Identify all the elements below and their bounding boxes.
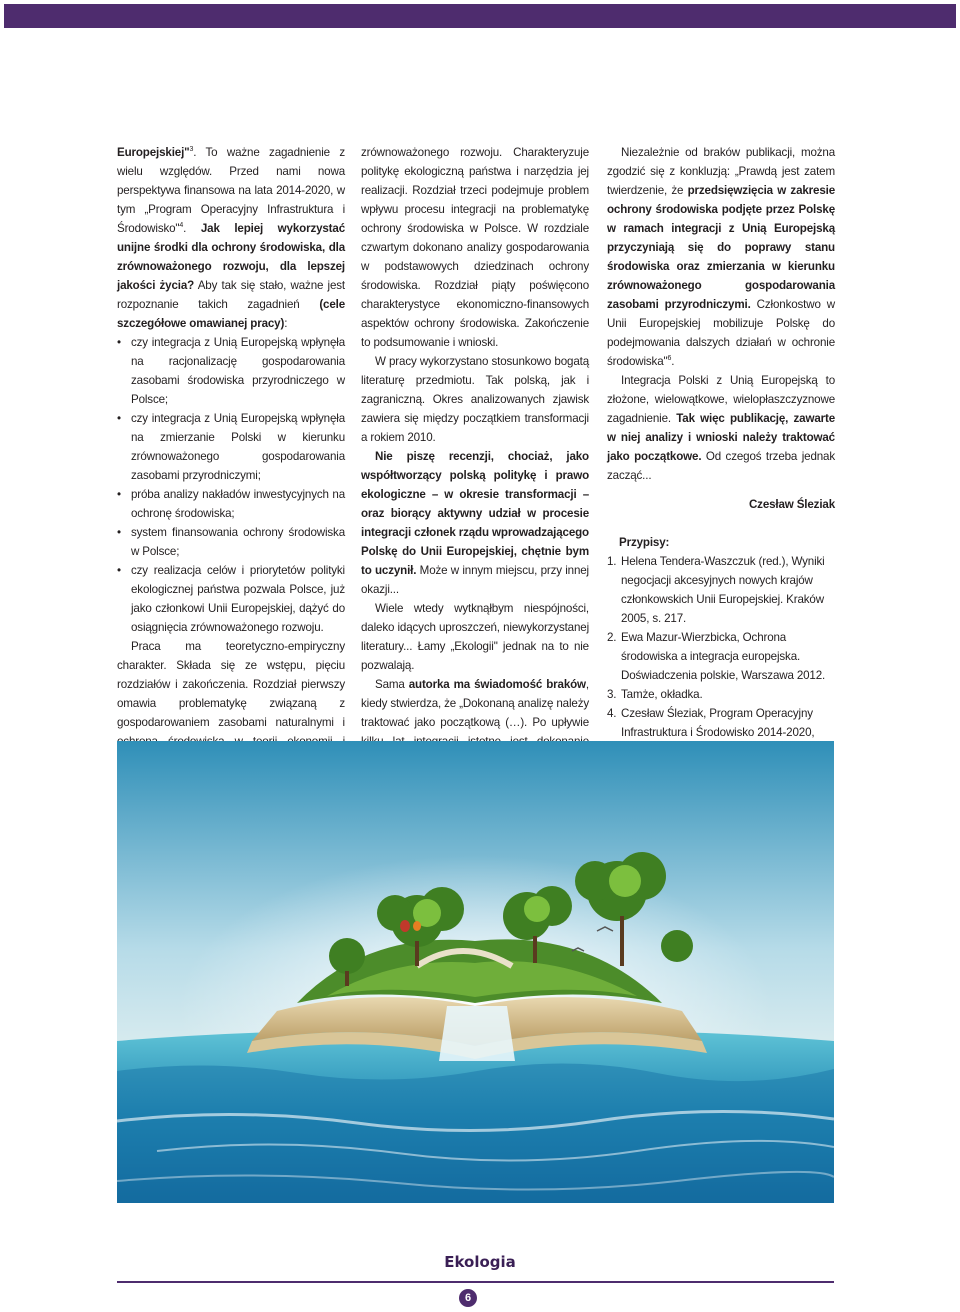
bold-text: Nie piszę recenzji, chociaż, jako współtworzący polską politykę i prawo ekologiczne – w okresie transformacji – oraz biorący aktywny udział w procesie integracji członek rządu wprowadzającego Polskę do Unii Europejskiej, chętnie bym to uczynił. [361,450,589,577]
text-column-left [117,143,345,789]
text: Integracja Polski z Unią Europejską to złożone, wielowątkowe, wielopłaszczyznowe zagadnienie. [607,374,835,425]
text: . [671,355,675,368]
text-column-right [607,143,835,799]
magazine-title: Ekologia [444,1253,516,1271]
footnote-ref: 6 [667,355,672,363]
list-item: • czy integracja z Unią Europejską wpłynęła na racjonalizację gospodarowania zasobami środowiska przyrodniczego w Polsce; [117,333,345,409]
page-number: 6 [459,1289,477,1307]
text: Może w innym miejscu, przy innej okazji... [361,564,589,596]
text: Aby tak się stało, ważne jest rozpoznanie takich zagadnień [117,279,346,311]
paragraph: zrównoważonego rozwoju. Charakteryzuje politykę ekologiczną państwa i narzędzia jej realizacji. Rozdział trzeci podejmuje problem wpływu procesu integracji na problematykę ochrony środowiska w Polsce. W rozdziale czwartym dokonano analizy gospodarowania w podstawowych dziedzinach ochrony środowiska. Rozdział piąty poświęcono charakterystyce ekonomiczno-finansowych aspektów ochrony środowiska. Zakończenie to podsumowanie i wnioski. [361,146,589,349]
paragraph [361,447,589,599]
text: . To ważne zagadnienie z wielu względów. Przed nami nowa perspektywa finansowa na lata 2014-2020, w tym „Program Operacyjny Infrastruktura i Środowisko" [117,146,345,235]
text: Niezależnie od braków publikacji, można zgodzić się z konkluzją: „Prawdą jest zatem twierdzenie, że [607,146,835,197]
text: Sama [375,678,409,691]
text: . [183,222,201,235]
paragraph [607,143,835,371]
footnote-ref: 3 [189,146,194,154]
paragraph [117,143,345,333]
text-column-middle [361,143,589,789]
top-banner [4,4,956,28]
footnote-ref: 4 [179,222,184,230]
bold-text: przedsięwzięcia w zakresie ochrony środowiska podjęte przez Polskę w ramach integracji z Unią Europejską przyczyniają się do poprawy stanu środowiska oraz zmierzania w kierunku zrównoważonego gospodarowania zasobami przyrodniczymi. [607,184,835,311]
footnote-item: 4. Czesław Śleziak, Program Operacyjny Infrastruktura i Środowisko 2014-2020, [607,707,815,739]
list-item: • próba analizy nakładów inwestycyjnych na ochronę środowiska; [117,485,345,523]
bold-text: autorka ma świadomość braków [408,678,586,691]
paragraph: W pracy wykorzystano stosunkowo bogatą literaturę przedmiotu. Tak polską, jak i zagraniczną. Okres analizowanych zjawisk zawiera się między początkiem transformacji a rokiem 2010. [361,355,589,444]
text: : [284,317,288,330]
list-item: • czy realizacja celów i priorytetów polityki ekologicznej państwa pozwala Polsce, już jako członkowi Unii Europejskiej, dążyć do osiągnięcia zrównoważonego rozwoju. [117,561,345,637]
footnote-item: 1. Helena Tendera-Waszczuk (red.), Wyniki negocjacji akcesyjnych nowych krajów członkowskich Unii Europejskiej. Kraków 2005, s. 217. [607,555,825,625]
book-landscape-illustration [117,741,834,1203]
bold-text: Jak lepiej wykorzystać unijne środki dla ochrony środowiska, dla zrównoważonego rozwoju, dla lepszej jakości życia? [117,222,345,292]
paragraph: Wiele wtedy wytknąłbym niespójności, daleko idących uproszczeń, niewykorzystanej literatury... Łamy „Ekologii" jednak na to nie pozwalają. [361,602,589,672]
paragraph: Praca ma teoretyczno-empiryczny charakter. Składa się ze wstępu, pięciu rozdziałów i zakończenia. Rozdział pierwszy omawia problematykę związaną z gospodarowaniem zasobami naturalnymi i [117,640,345,729]
footnote-item: 2. Ewa Mazur-Wierzbicka, Ochrona środowiska a integracja europejska. Doświadczenia polskie, Warszawa 2012. [607,631,826,682]
footnotes-heading: Przypisy: [619,536,670,549]
text: , kiedy stwierdza, że „Dokonaną analizę należy traktować jako początkową (…). Po upływie [361,678,589,729]
bold-text: Europejskiej" [117,146,190,159]
text: Od czegoś trzeba jednak zacząć... [607,450,835,482]
bullet-list [117,333,345,637]
footnote-item: 3. Tamże, okładka. [607,688,703,701]
footer-rule [117,1281,834,1283]
paragraph [607,371,835,485]
bold-text: Tak więc publikację, zawarte w niej analizy i wnioski należy traktować jako początkowe. [607,412,836,463]
list-item: • czy integracja z Unią Europejską wpłynęła na zmierzanie Polski w kierunku zrównoważonego gospodarowania zasobami przyrodniczymi; [117,409,345,485]
list-item: • system finansowania ochrony środowiska w Polsce; [117,523,345,561]
bold-text: (cele szczegółowe omawianej pracy) [117,298,345,330]
author-signature: Czesław Śleziak [748,498,835,511]
text: Członkostwo w Unii Europejskiej mobilizuje Polskę do podejmowania dalszych działań w ochronie środowiska" [607,298,835,368]
